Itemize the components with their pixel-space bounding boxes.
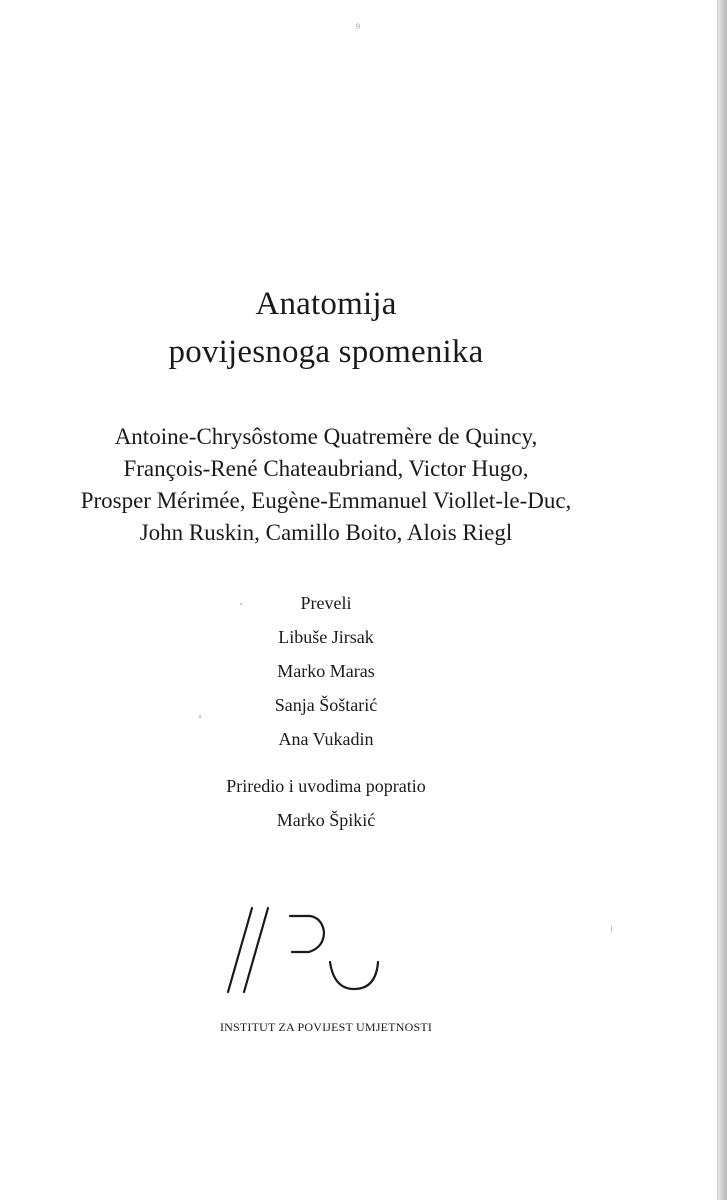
paper-speck — [611, 925, 612, 933]
page-edge — [718, 0, 727, 1200]
translator-name: Ana Vukadin — [278, 729, 374, 749]
authors-line: John Ruskin, Camillo Boito, Alois Riegl — [139, 520, 513, 545]
ipu-logo-icon — [218, 904, 388, 996]
editor-name: Marko Špikić — [276, 810, 376, 830]
authors-line: Antoine-Chrysôstome Quatremère de Quincy, — [114, 424, 538, 449]
book-title — [0, 280, 652, 376]
translator-name: Libuše Jirsak — [278, 627, 374, 647]
translators-heading: Preveli — [300, 593, 352, 613]
editor-heading: Priredio i uvodima popratio — [226, 776, 426, 796]
title-line: Anatomija — [255, 286, 397, 322]
editor-block — [0, 769, 652, 837]
translator-name: Marko Maras — [277, 661, 375, 681]
title-line: povijesnoga spomenika — [168, 334, 484, 370]
page-number: 9 — [356, 22, 360, 31]
authors-list — [0, 421, 652, 549]
translators-block — [0, 586, 652, 756]
translator-name: Sanja Šoštarić — [274, 695, 378, 715]
authors-line: François-René Chateaubriand, Victor Hugo, — [123, 456, 529, 481]
authors-line: Prosper Mérimée, Eugène-Emmanuel Viollet-le-Duc, — [80, 488, 572, 513]
publisher-name: INSTITUT ZA POVIJEST UMJETNOSTI — [219, 1020, 433, 1034]
